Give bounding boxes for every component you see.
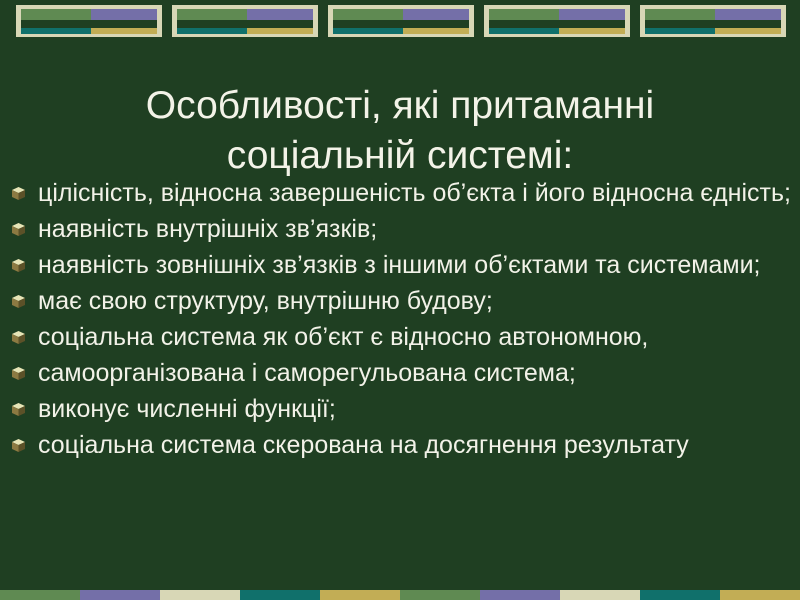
bullet-item <box>10 394 795 424</box>
bullet-item <box>10 322 795 352</box>
slide-title-line-1: Особливості, які притаманні <box>145 84 655 128</box>
top-decorative-bar <box>16 5 786 37</box>
bullet-text: цілісність, відносна завершеність об’єкта і його відносна єдність; <box>38 179 791 207</box>
bullet-item <box>10 358 795 388</box>
decor-block <box>172 5 318 37</box>
bullet-text: самоорганізована і саморегульована система; <box>38 359 576 387</box>
bullet-text: соціальна система як об’єкт є відносно автономною, <box>38 323 649 351</box>
decor-block <box>484 5 630 37</box>
decor-block <box>328 5 474 37</box>
decor-block <box>16 5 162 37</box>
bullet-text: наявність внутрішніх зв’язків; <box>38 215 378 243</box>
slide-title-line-2: соціальній системі: <box>226 134 574 178</box>
bullet-text: наявність зовнішніх зв’язків з іншими об’єктами та системами; <box>38 251 761 279</box>
3d-box-bullet-icon <box>12 403 25 416</box>
slide-title <box>0 81 800 181</box>
bullet-list <box>10 178 795 466</box>
3d-box-bullet-icon <box>12 367 25 380</box>
bullet-item <box>10 286 795 316</box>
3d-box-bullet-icon <box>12 331 25 344</box>
bullet-item <box>10 250 795 280</box>
3d-box-bullet-icon <box>12 223 25 236</box>
3d-box-bullet-icon <box>12 259 25 272</box>
bullet-item <box>10 178 795 208</box>
bullet-text: має свою структуру, внутрішню будову; <box>38 287 493 315</box>
decor-block <box>640 5 786 37</box>
bottom-decorative-bar <box>0 590 800 600</box>
3d-box-bullet-icon <box>12 295 25 308</box>
3d-box-bullet-icon <box>12 187 25 200</box>
bullet-text: соціальна система скерована на досягнення результату <box>38 431 689 459</box>
bullet-item <box>10 214 795 244</box>
bullet-item <box>10 430 795 460</box>
3d-box-bullet-icon <box>12 439 25 452</box>
bullet-text: виконує численні функції; <box>38 395 336 423</box>
